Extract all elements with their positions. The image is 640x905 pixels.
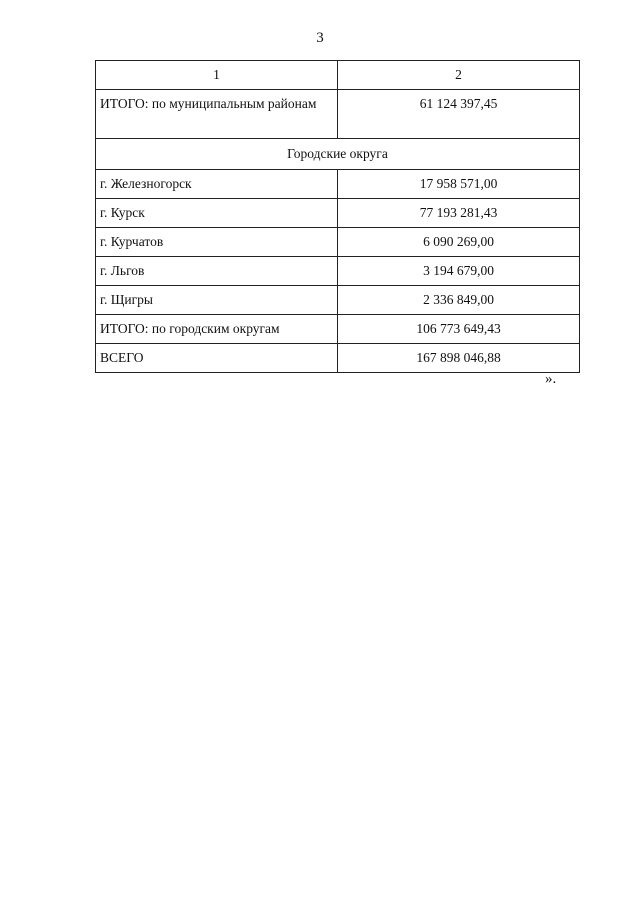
table-row <box>96 170 580 199</box>
city-name: г. Курчатов <box>96 228 338 257</box>
city-name: г. Льгов <box>96 257 338 286</box>
subtotal-cities-value: 106 773 649,43 <box>338 315 580 344</box>
city-name: г. Железногорск <box>96 170 338 199</box>
city-name: г. Щигры <box>96 286 338 315</box>
subtotal-districts-value: 61 124 397,45 <box>338 90 580 139</box>
city-name: г. Курск <box>96 199 338 228</box>
column-header-2: 2 <box>338 61 580 90</box>
column-header-1: 1 <box>96 61 338 90</box>
total-value: 167 898 046,88 <box>338 344 580 373</box>
subtotal-districts-row <box>96 90 580 139</box>
table-row <box>96 199 580 228</box>
subtotal-districts-label: ИТОГО: по муниципальным районам <box>96 90 338 139</box>
subtotal-cities-label: ИТОГО: по городским округам <box>96 315 338 344</box>
city-value: 6 090 269,00 <box>338 228 580 257</box>
section-title-row <box>96 139 580 170</box>
total-label: ВСЕГО <box>96 344 338 373</box>
table-row <box>96 257 580 286</box>
closing-quote-mark: ». <box>545 371 557 387</box>
budget-table <box>95 60 580 373</box>
section-title: Городские округа <box>96 139 580 170</box>
total-row <box>96 344 580 373</box>
city-value: 17 958 571,00 <box>338 170 580 199</box>
city-value: 3 194 679,00 <box>338 257 580 286</box>
table-row <box>96 228 580 257</box>
table-row <box>96 286 580 315</box>
city-value: 2 336 849,00 <box>338 286 580 315</box>
page-number: 3 <box>316 30 324 46</box>
subtotal-cities-row <box>96 315 580 344</box>
table-header-row <box>96 61 580 90</box>
city-value: 77 193 281,43 <box>338 199 580 228</box>
